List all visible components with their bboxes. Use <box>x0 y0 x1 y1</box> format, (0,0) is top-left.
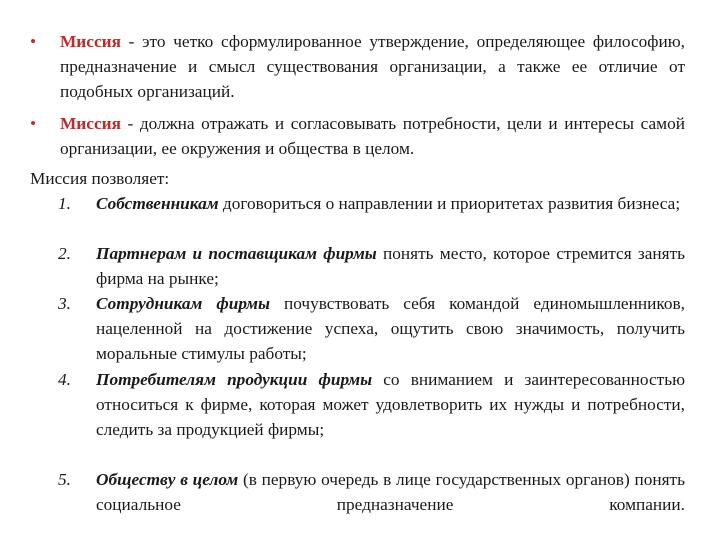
list-item-consumers <box>30 367 685 442</box>
list-number: 3. <box>58 294 71 313</box>
list-item-text <box>96 367 685 442</box>
list-item-lead: Собственникам <box>96 194 219 213</box>
list-item-text <box>96 191 685 216</box>
bullet-icon: • <box>30 114 37 133</box>
bullet-icon: • <box>30 32 37 51</box>
list-item-body: почувствовать себя командой единомышленников, нацеленной на достижение успеха, ощутить свою значимость, получить моральные стимулы работы; <box>96 294 685 363</box>
list-item-lead: Партнерам и поставщикам фирмы <box>96 244 377 263</box>
list-item-employees <box>30 291 685 366</box>
bullet-item-definition <box>30 29 685 104</box>
list-number: 4. <box>58 370 71 389</box>
list-number: 2. <box>58 244 71 263</box>
list-item-text <box>96 241 685 291</box>
bullet-text <box>60 111 685 161</box>
list-number: 1. <box>58 194 71 213</box>
list-item-lead: Сотрудникам фирмы <box>96 294 270 313</box>
list-intro: Миссия позволяет: <box>30 169 170 188</box>
list-item-partners <box>30 241 685 291</box>
list-number: 5. <box>58 470 71 489</box>
list-item-body: (в первую очередь в лице государственных органов) понять социальное предназначение компании. <box>96 470 685 514</box>
list-item-lead: Обществу в целом <box>96 470 239 489</box>
list-item-lead: Потребителям продукции фирмы <box>96 370 373 389</box>
bullet-item-role <box>30 111 685 161</box>
bullet-body: - должна отражать и согласовывать потребности, цели и интересы самой организации, ее окружения и общества в целом. <box>60 114 685 158</box>
list-item-body: договориться о направлении и приоритетах развития бизнеса; <box>218 194 681 213</box>
bullet-term: Миссия <box>60 114 121 133</box>
list-item-society <box>30 467 685 517</box>
list-item-text <box>96 467 685 517</box>
list-item-body: со вниманием и заинтересованностью относиться к фирме, которая может удовлетворить их нужды и потребности, следить за продукцией фирмы; <box>96 370 685 439</box>
bullet-term: Миссия <box>60 32 121 51</box>
bullet-body: - это четко сформулированное утверждение, определяющее философию, предназначение и смысл существования организации, а также ее отличие от подобных организаций. <box>60 32 685 101</box>
list-item-text <box>96 291 685 366</box>
list-item-owners <box>30 191 685 216</box>
bullet-text <box>60 29 685 104</box>
list-item-body: понять место, которое стремится занять фирма на рынке; <box>96 244 686 288</box>
